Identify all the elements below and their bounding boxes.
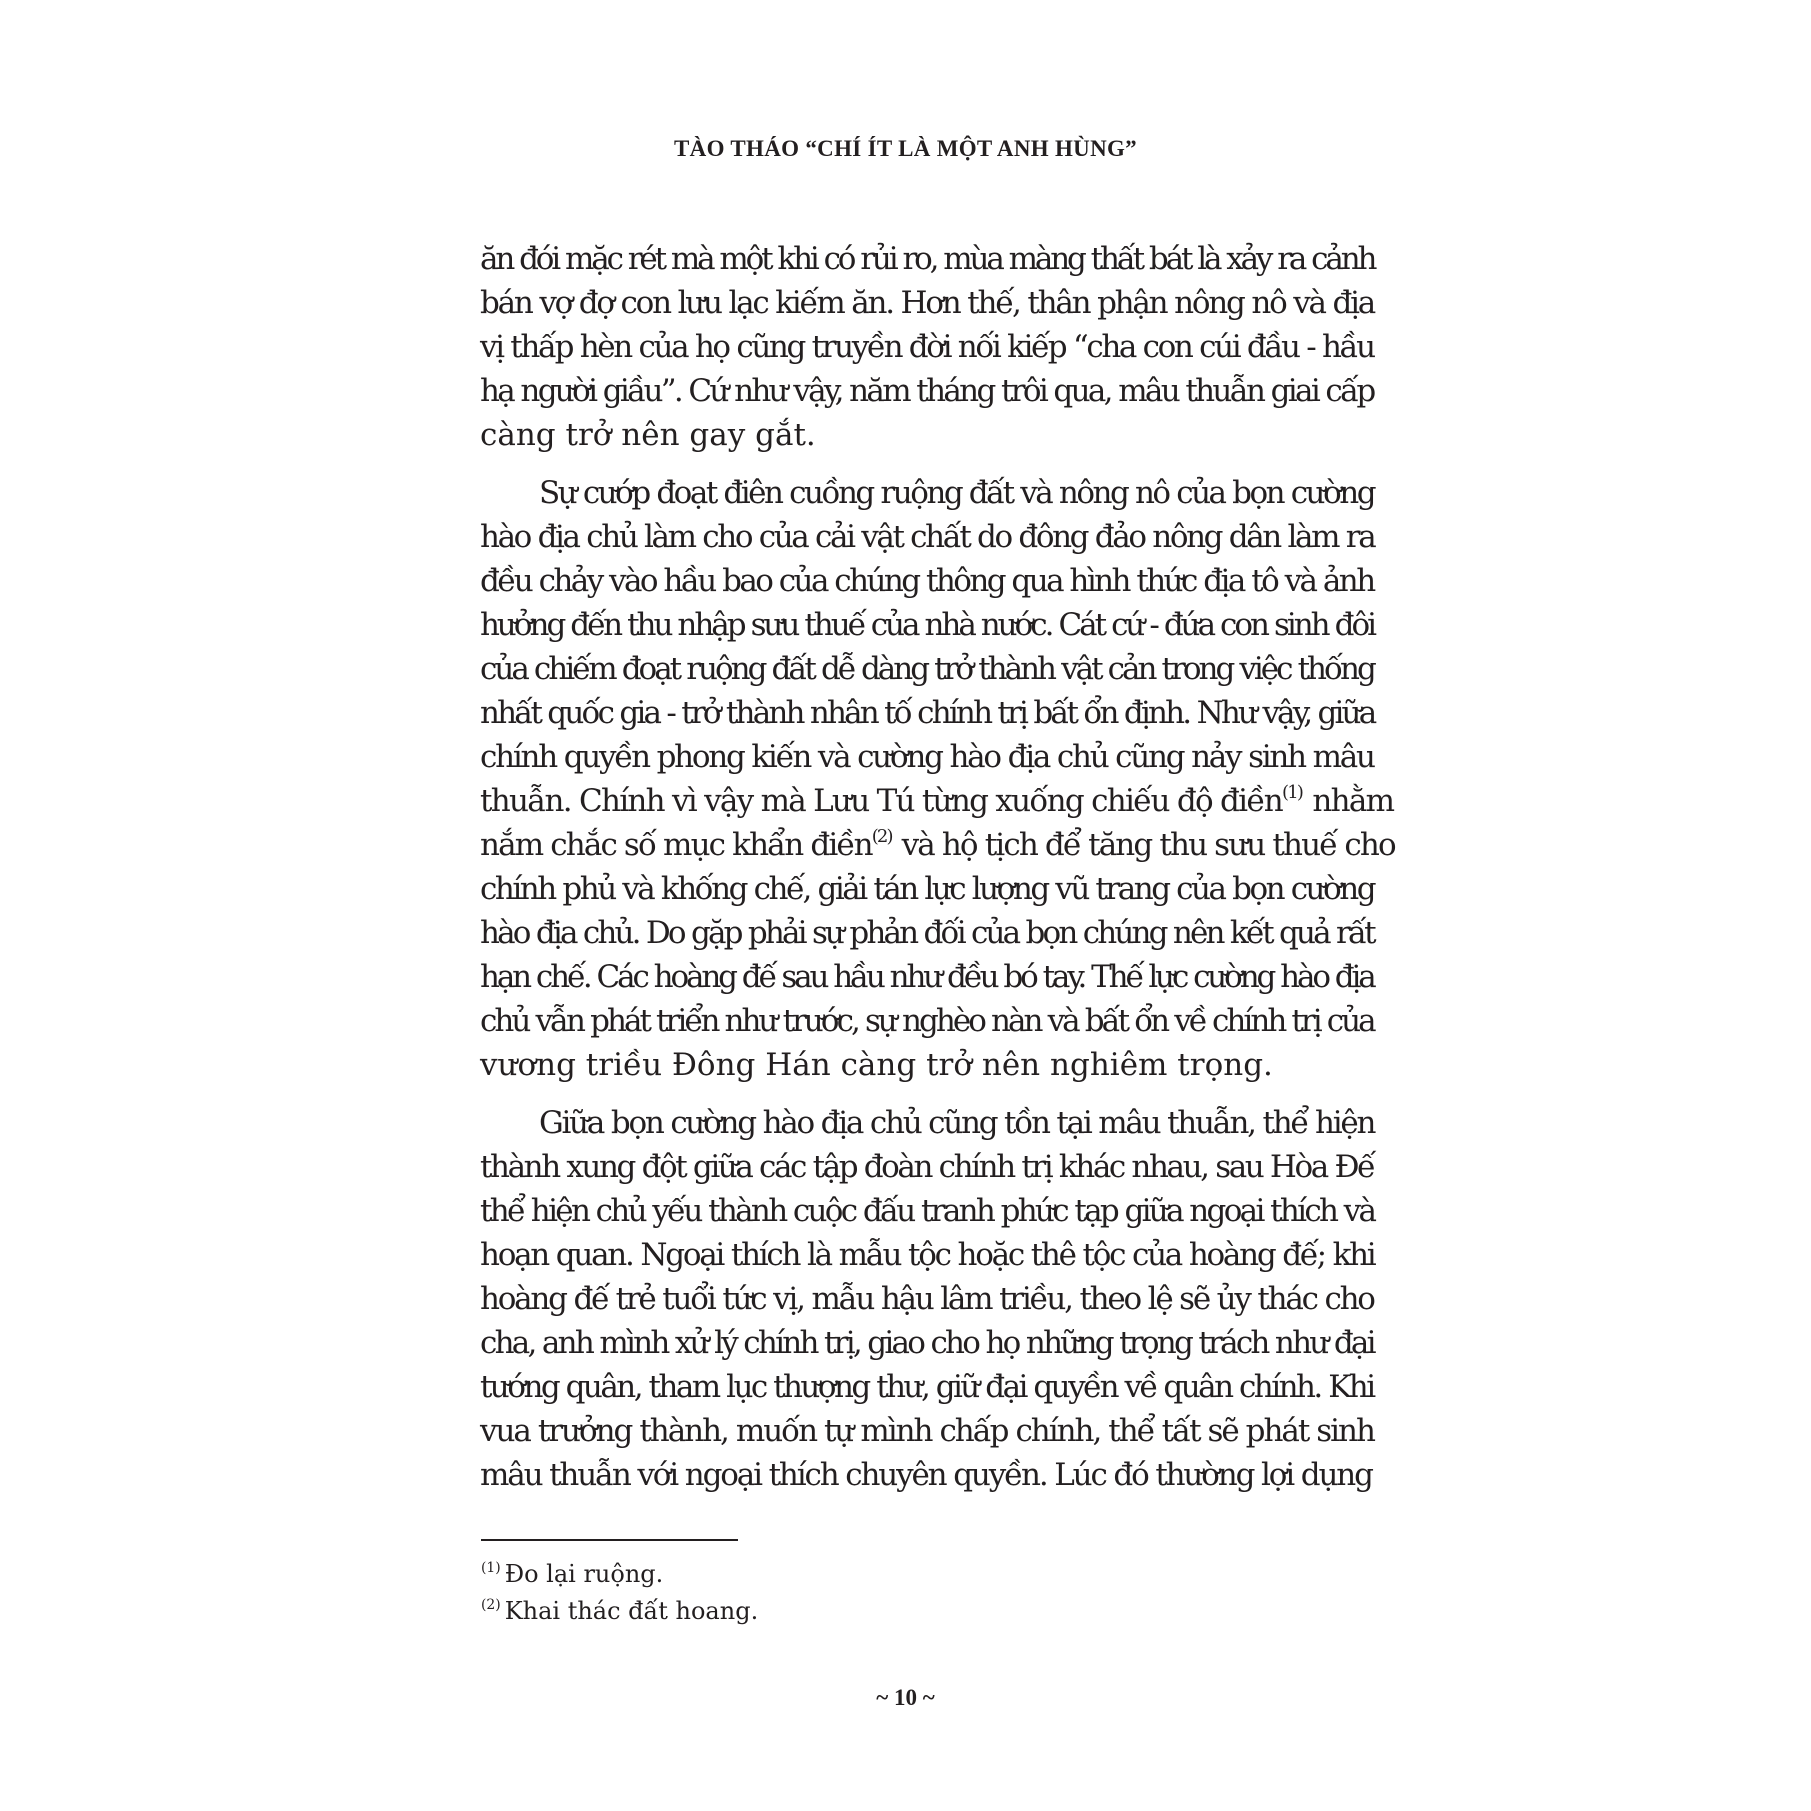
text-line: hạ người giầu”. Cứ như vậy, năm tháng trôi qua, mâu thuẫn giai cấp bbox=[480, 373, 1374, 409]
paragraph bbox=[480, 237, 1374, 457]
text-line: chủ vẫn phát triển như trước, sự nghèo nàn và bất ổn về chính trị của bbox=[480, 1003, 1374, 1039]
text-line: Sự cướp đoạt điên cuồng ruộng đất và nông nô của bọn cường bbox=[539, 475, 1375, 511]
text-line: mâu thuẫn với ngoại thích chuyên quyền. Lúc đó thường lợi dụng bbox=[480, 1457, 1372, 1493]
page-number: ~ 10 ~ bbox=[876, 1685, 935, 1710]
footnote-text: Khai thác đất hoang. bbox=[504, 1597, 759, 1625]
text-run: và hộ tịch để tăng thu sưu thuế cho bbox=[893, 827, 1395, 863]
text-line: vị thấp hèn của họ cũng truyền đời nối kiếp “cha con cúi đầu - hầu bbox=[480, 329, 1374, 365]
text-line: thành xung đột giữa các tập đoàn chính trị khác nhau, sau Hòa Đế bbox=[480, 1149, 1374, 1185]
text-line bbox=[480, 823, 1395, 867]
text-line: Giữa bọn cường hào địa chủ cũng tồn tại mâu thuẫn, thể hiện bbox=[539, 1105, 1375, 1141]
footnote-mark: (2) bbox=[481, 1596, 501, 1613]
footnote-divider bbox=[481, 1539, 738, 1541]
text-line: của chiếm đoạt ruộng đất dễ dàng trở thành vật cản trong việc thống bbox=[480, 651, 1374, 687]
text-line: chính phủ và khống chế, giải tán lực lượng vũ trang của bọn cường bbox=[480, 871, 1375, 907]
text-line: đều chảy vào hầu bao của chúng thông qua hình thức địa tô và ảnh bbox=[480, 563, 1374, 599]
text-line: càng trở nên gay gắt. bbox=[480, 417, 816, 453]
text-line: cha, anh mình xử lý chính trị, giao cho họ những trọng trách như đại bbox=[480, 1325, 1374, 1361]
text-line: hào địa chủ làm cho của cải vật chất do đông đảo nông dân làm ra bbox=[480, 519, 1375, 555]
footnote bbox=[481, 1556, 1081, 1593]
text-line: thể hiện chủ yếu thành cuộc đấu tranh phức tạp giữa ngoại thích và bbox=[480, 1193, 1375, 1229]
footnote bbox=[481, 1593, 1081, 1630]
text-line: tướng quân, tham lục thượng thư, giữ đại quyền về quân chính. Khi bbox=[480, 1369, 1374, 1405]
footnote-text: Đo lại ruộng. bbox=[504, 1560, 664, 1588]
running-head: TÀO THÁO “CHÍ ÍT LÀ MỘT ANH HÙNG” bbox=[674, 136, 1137, 161]
text-run: nhằm bbox=[1304, 783, 1394, 819]
text-line: chính quyền phong kiến và cường hào địa chủ cũng nảy sinh mâu bbox=[480, 739, 1374, 775]
footnotes bbox=[481, 1556, 1081, 1630]
text-line: hoạn quan. Ngoại thích là mẫu tộc hoặc thê tộc của hoàng đế; khi bbox=[480, 1237, 1375, 1273]
text-line: bán vợ đợ con lưu lạc kiếm ăn. Hơn thế, thân phận nông nô và địa bbox=[480, 285, 1375, 321]
text-line: hưởng đến thu nhập sưu thuế của nhà nước. Cát cứ - đứa con sinh đôi bbox=[480, 607, 1374, 643]
paragraph bbox=[480, 1101, 1374, 1497]
text-line: hào địa chủ. Do gặp phải sự phản đối của bọn chúng nên kết quả rất bbox=[480, 915, 1374, 951]
text-run: nắm chắc số mục khẩn điền bbox=[480, 827, 872, 863]
text-line: vương triều Đông Hán càng trở nên nghiêm trọng. bbox=[480, 1047, 1273, 1083]
text-line: hoàng đế trẻ tuổi tức vị, mẫu hậu lâm triều, theo lệ sẽ ủy thác cho bbox=[480, 1281, 1374, 1317]
text-run: thuẫn. Chính vì vậy mà Lưu Tú từng xuống chiếu độ điền bbox=[480, 783, 1282, 819]
text-line: vua trưởng thành, muốn tự mình chấp chính, thể tất sẽ phát sinh bbox=[480, 1413, 1374, 1449]
text-line: hạn chế. Các hoàng đế sau hầu như đều bó tay. Thế lực cường hào địa bbox=[480, 959, 1374, 995]
footnote-ref: (1) bbox=[1281, 781, 1303, 803]
text-line bbox=[480, 779, 1394, 823]
text-line: nhất quốc gia - trở thành nhân tố chính trị bất ổn định. Như vậy, giữa bbox=[480, 695, 1375, 731]
footnote-mark: (1) bbox=[481, 1559, 501, 1576]
footnote-ref: (2) bbox=[871, 825, 892, 847]
text-line: ăn đói mặc rét mà một khi có rủi ro, mùa màng thất bát là xảy ra cảnh bbox=[480, 241, 1375, 277]
body-text bbox=[480, 237, 1395, 1497]
paragraph bbox=[480, 471, 1395, 1087]
